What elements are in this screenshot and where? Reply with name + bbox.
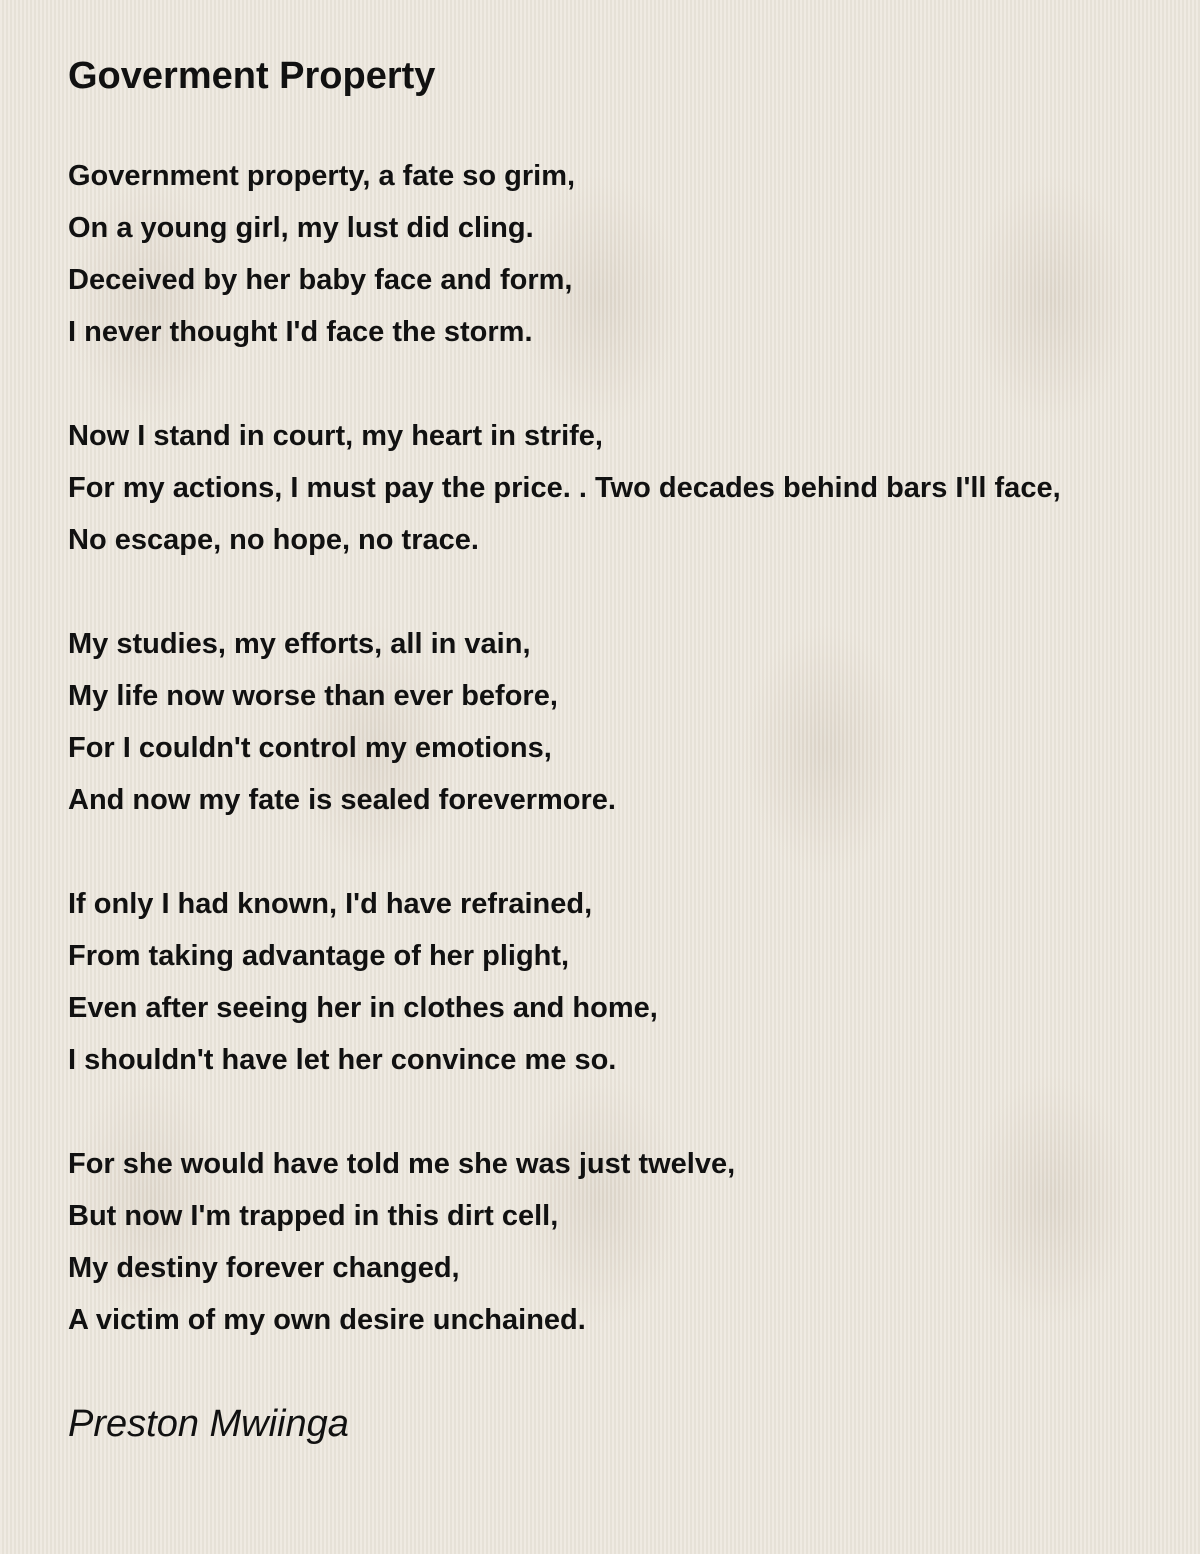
poem-line: I never thought I'd face the storm. [68,316,533,348]
poem-line: Even after seeing her in clothes and home, [68,992,658,1024]
poem-line: For my actions, I must pay the price. . Two decades behind bars I'll face, [68,472,1061,504]
stanza-3 [68,618,1148,826]
poem-line: My life now worse than ever before, [68,680,558,712]
poem-line: My studies, my efforts, all in vain, [68,628,531,660]
poem-line: For I couldn't control my emotions, [68,732,552,764]
poem-line: No escape, no hope, no trace. [68,524,479,556]
stanza-1 [68,150,1148,358]
stanza-2 [68,410,1148,566]
poem-line: If only I had known, I'd have refrained, [68,888,593,920]
poem-line: My destiny forever changed, [68,1252,460,1284]
poem-line: Deceived by her baby face and form, [68,264,573,296]
stanza-5 [68,1138,1148,1346]
stanza-4 [68,878,1148,1086]
poem-line: A victim of my own desire unchained. [68,1304,586,1336]
poem-author: Preston Mwiinga [68,1403,349,1445]
poem-line: But now I'm trapped in this dirt cell, [68,1200,559,1232]
poem-line: For she would have told me she was just twelve, [68,1148,736,1180]
poem-line: On a young girl, my lust did cling. [68,212,534,244]
poem-line: And now my fate is sealed forevermore. [68,784,616,816]
poem-title: Goverment Property [68,55,436,97]
poem-line: Government property, a fate so grim, [68,160,576,192]
poem-line: From taking advantage of her plight, [68,940,570,972]
poem-line: I shouldn't have let her convince me so. [68,1044,617,1076]
poem-line: Now I stand in court, my heart in strife, [68,420,603,452]
poem-container [68,50,1148,1450]
